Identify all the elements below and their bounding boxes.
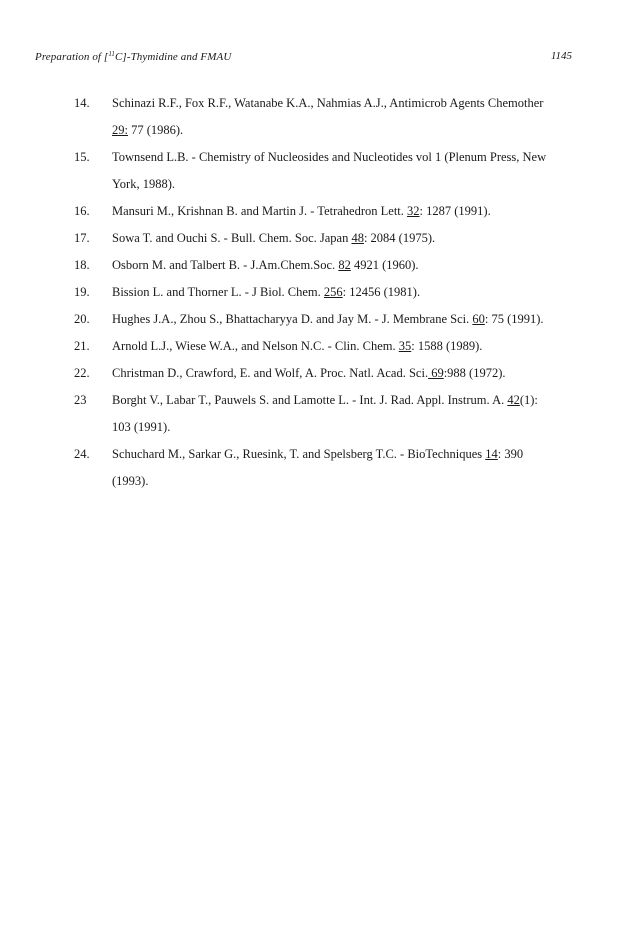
reference-segment: Arnold L.J., Wiese W.A., and Nelson N.C. - Clin. Chem. bbox=[112, 339, 399, 353]
reference-item bbox=[0, 360, 624, 387]
reference-line bbox=[112, 252, 582, 279]
reference-number: 19. bbox=[74, 285, 90, 299]
reference-segment: Mansuri M., Krishnan B. and Martin J. - Tetrahedron Lett. bbox=[112, 204, 408, 218]
reference-item bbox=[0, 387, 624, 441]
reference-text bbox=[112, 252, 582, 279]
reference-number: 21. bbox=[74, 339, 90, 353]
running-head bbox=[35, 50, 231, 63]
reference-line bbox=[112, 306, 582, 333]
reference-line bbox=[112, 279, 582, 306]
reference-text bbox=[112, 279, 582, 306]
reference-text bbox=[112, 360, 582, 387]
reference-number: 16. bbox=[74, 204, 90, 218]
volume-number: 256 bbox=[323, 285, 343, 299]
reference-number: 17. bbox=[74, 231, 90, 245]
reference-segment: Hughes J.A., Zhou S., Bhattacharyya D. and Jay M. - J. Membrane Sci. bbox=[112, 312, 473, 326]
reference-number: 24. bbox=[74, 447, 90, 461]
volume-number: 69 bbox=[428, 366, 444, 380]
reference-number: 23 bbox=[74, 393, 87, 407]
reference-text bbox=[112, 387, 582, 441]
reference-item bbox=[0, 144, 624, 198]
reference-line bbox=[112, 414, 582, 441]
reference-line bbox=[112, 171, 582, 198]
reference-line bbox=[112, 333, 582, 360]
reference-line bbox=[112, 441, 582, 468]
reference-segment: Osborn M. and Talbert B. - J.Am.Chem.Soc. bbox=[112, 258, 339, 272]
running-title-superscript: 11 bbox=[108, 50, 115, 58]
volume-number: 14 bbox=[485, 447, 498, 461]
volume-number: 48 bbox=[351, 231, 364, 245]
reference-text bbox=[112, 198, 582, 225]
reference-segment: 4921 (1960). bbox=[350, 258, 419, 272]
reference-text bbox=[112, 306, 582, 333]
volume-number: 60 bbox=[472, 312, 485, 326]
reference-line bbox=[112, 144, 582, 171]
reference-segment: : 1588 (1989). bbox=[411, 339, 483, 353]
reference-item bbox=[0, 306, 624, 333]
reference-line bbox=[112, 225, 582, 252]
reference-number: 14. bbox=[74, 96, 90, 110]
reference-segment: : 1287 (1991). bbox=[419, 204, 491, 218]
running-title-prefix: Preparation of [ bbox=[35, 51, 109, 63]
reference-item bbox=[0, 225, 624, 252]
reference-text bbox=[112, 333, 582, 360]
reference-line bbox=[112, 90, 582, 117]
reference-text bbox=[112, 441, 582, 495]
page-number: 1145 bbox=[550, 50, 572, 62]
reference-segment: :988 (1972). bbox=[443, 366, 506, 380]
reference-line bbox=[112, 198, 582, 225]
reference-segment: York, 1988). bbox=[112, 177, 175, 191]
reference-item bbox=[0, 333, 624, 360]
reference-segment: : 2084 (1975). bbox=[363, 231, 436, 245]
reference-text bbox=[112, 144, 582, 198]
reference-segment: Christman D., Crawford, E. and Wolf, A. Proc. Natl. Acad. Sci. bbox=[112, 366, 429, 380]
reference-segment: : 390 bbox=[497, 447, 524, 461]
reference-item bbox=[0, 279, 624, 306]
reference-segment: Townsend L.B. - Chemistry of Nucleosides and Nucleotides vol 1 (Plenum Press, New bbox=[112, 150, 547, 164]
volume-number: 42 bbox=[507, 393, 520, 407]
reference-line bbox=[112, 117, 582, 144]
reference-list bbox=[0, 90, 624, 495]
volume-number: 29: bbox=[112, 123, 128, 137]
reference-item bbox=[0, 90, 624, 144]
reference-line bbox=[112, 360, 582, 387]
reference-number: 22. bbox=[74, 366, 90, 380]
reference-segment: Bission L. and Thorner L. - J Biol. Chem. bbox=[112, 285, 324, 299]
reference-number: 18. bbox=[74, 258, 90, 272]
reference-segment: Schinazi R.F., Fox R.F., Watanabe K.A., Nahmias A.J., Antimicrob Agents Chemother bbox=[112, 96, 544, 110]
reference-number: 15. bbox=[74, 150, 90, 164]
reference-segment: (1): bbox=[519, 393, 538, 407]
reference-item bbox=[0, 252, 624, 279]
reference-segment: 103 (1991). bbox=[112, 420, 171, 434]
reference-segment: 77 (1986). bbox=[127, 123, 184, 137]
volume-number: 82 bbox=[338, 258, 351, 272]
reference-item bbox=[0, 441, 624, 495]
reference-segment: Schuchard M., Sarkar G., Ruesink, T. and Spelsberg T.C. - BioTechniques bbox=[112, 447, 486, 461]
reference-segment: Borght V., Labar T., Pauwels S. and Lamotte L. - Int. J. Rad. Appl. Instrum. A. bbox=[112, 393, 508, 407]
reference-segment: Sowa T. and Ouchi S. - Bull. Chem. Soc. Japan bbox=[112, 231, 352, 245]
reference-number: 20. bbox=[74, 312, 90, 326]
reference-line bbox=[112, 387, 582, 414]
volume-number: 35 bbox=[398, 339, 412, 353]
reference-segment: (1993). bbox=[112, 474, 149, 488]
reference-text bbox=[112, 90, 582, 144]
reference-segment: : 12456 (1981). bbox=[342, 285, 421, 299]
running-title-suffix: C]-Thymidine and FMAU bbox=[115, 51, 232, 63]
reference-text bbox=[112, 225, 582, 252]
volume-number: 32 bbox=[407, 204, 420, 218]
reference-line bbox=[112, 468, 582, 495]
reference-segment: : 75 (1991). bbox=[484, 312, 544, 326]
reference-item bbox=[0, 198, 624, 225]
